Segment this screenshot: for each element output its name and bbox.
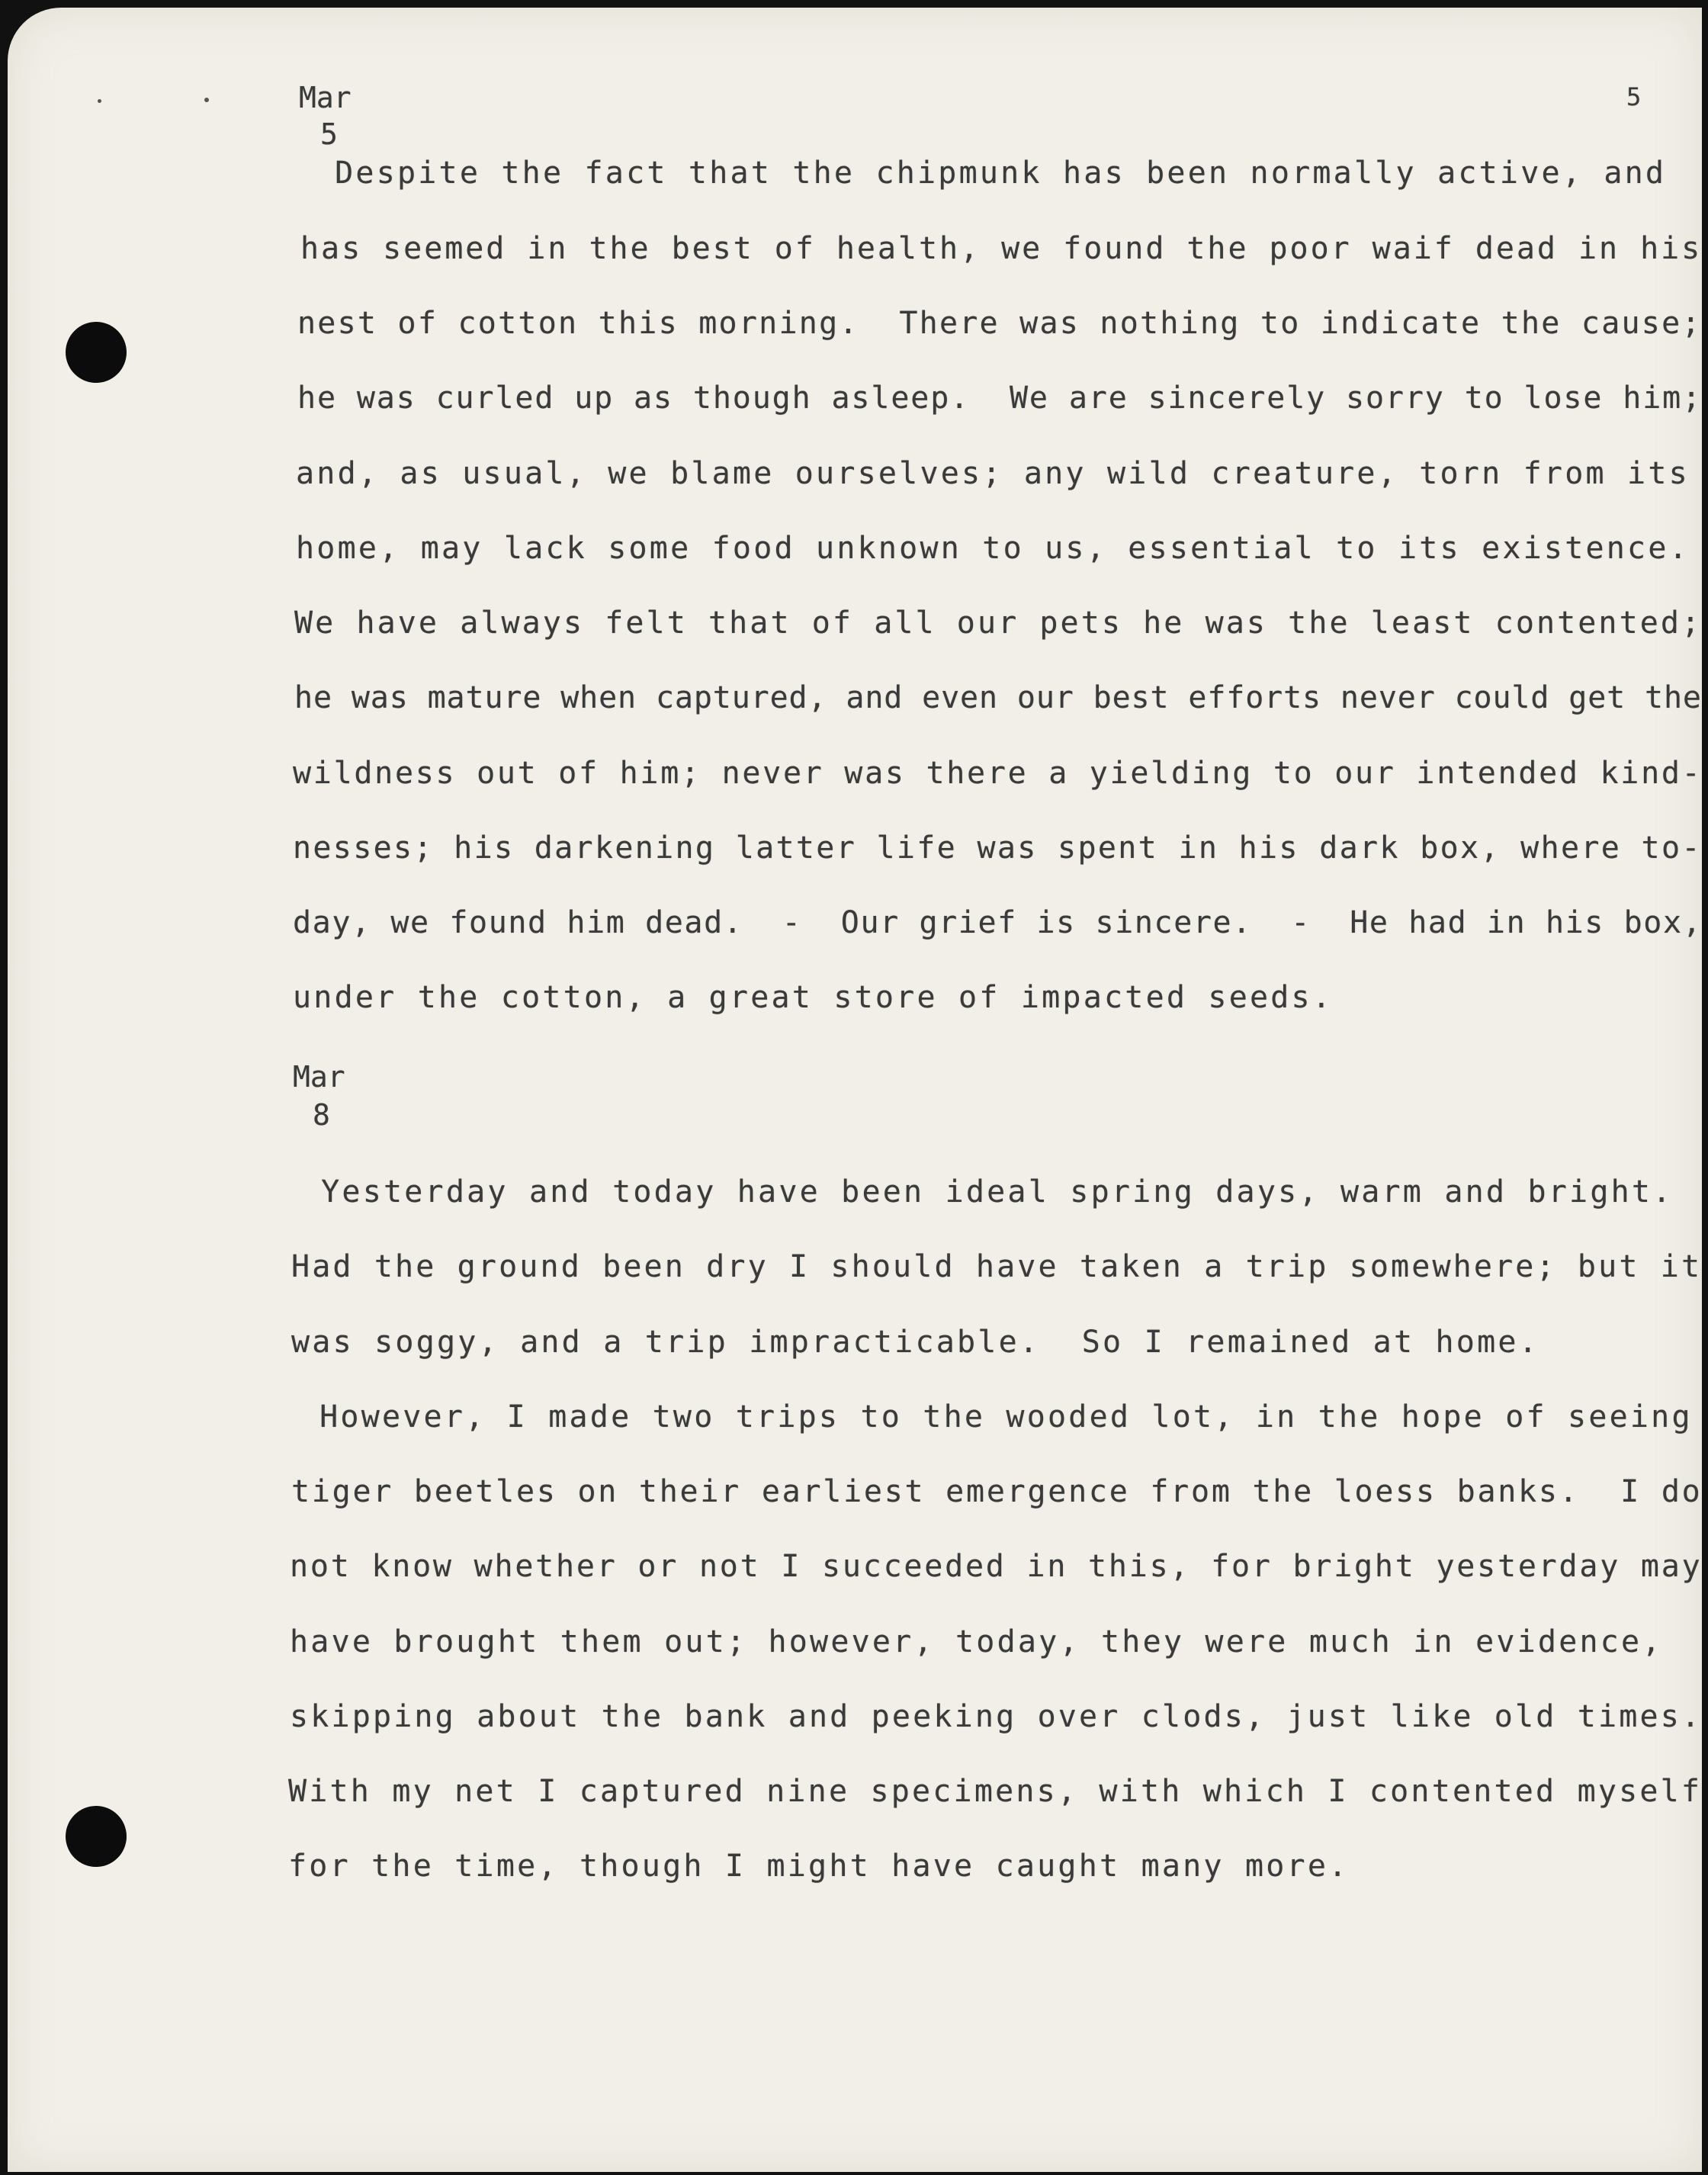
text-line: not know whether or not I succeeded in this, for bright yesterday may bbox=[290, 1549, 1703, 1584]
text-line: skipping about the bank and peeking over clods, just like old times. bbox=[290, 1699, 1703, 1734]
entry-date-day: 8 bbox=[313, 1098, 330, 1132]
page-number: 5 bbox=[1626, 82, 1642, 111]
text-line: Despite the fact that the chipmunk has been normally active, and bbox=[252, 156, 1667, 191]
text-line: wildness out of him; never was there a yielding to our intended kind- bbox=[293, 756, 1703, 791]
punch-hole-top bbox=[66, 322, 127, 383]
text-line: We have always felt that of all our pets he was the least contented; bbox=[294, 606, 1703, 641]
text-line: day, we found him dead. - Our grief is sincere. - He had in his box, bbox=[293, 905, 1703, 940]
text-line: has seemed in the best of health, we found the poor waif dead in his bbox=[300, 231, 1703, 266]
text-line: was soggy, and a trip impracticable. So I remained at home. bbox=[291, 1325, 1539, 1360]
ink-speck bbox=[204, 98, 209, 102]
text-line: he was curled up as though asleep. We are sincerely sorry to lose him; bbox=[297, 381, 1703, 416]
text-line: Yesterday and today have been ideal spring days, warm and bright. bbox=[238, 1174, 1674, 1210]
text-line: he was mature when captured, and even our best efforts never could get the bbox=[294, 680, 1702, 715]
text-line: nesses; his darkening latter life was spent in his dark box, where to- bbox=[293, 830, 1702, 866]
text-line: nest of cotton this morning. There was nothing to indicate the cause; bbox=[297, 306, 1702, 341]
text-line: Had the ground been dry I should have taken a trip somewhere; but it bbox=[291, 1249, 1703, 1284]
text-line: tiger beetles on their earliest emergence from the loess banks. I do bbox=[291, 1474, 1703, 1509]
punch-hole-bottom bbox=[66, 1806, 127, 1867]
entry-date-month: Mar bbox=[293, 1060, 345, 1094]
text-line: and, as usual, we blame ourselves; any wild creature, torn from its bbox=[296, 456, 1690, 491]
text-line: home, may lack some food unknown to us, essential to its existence. bbox=[296, 531, 1690, 566]
text-line: However, I made two trips to the wooded lot, in the hope of seeing bbox=[236, 1399, 1693, 1434]
entry-date-day: 5 bbox=[320, 117, 338, 151]
ink-speck bbox=[98, 99, 101, 103]
text-line: have brought them out; however, today, they were much in evidence, bbox=[290, 1624, 1663, 1659]
text-line: for the time, though I might have caught many more. bbox=[288, 1849, 1350, 1884]
text-line: With my net I captured nine specimens, with which I contented myself bbox=[288, 1774, 1703, 1809]
text-line: under the cotton, a great store of impacted seeds. bbox=[293, 980, 1334, 1015]
entry-date-month: Mar bbox=[299, 81, 352, 114]
